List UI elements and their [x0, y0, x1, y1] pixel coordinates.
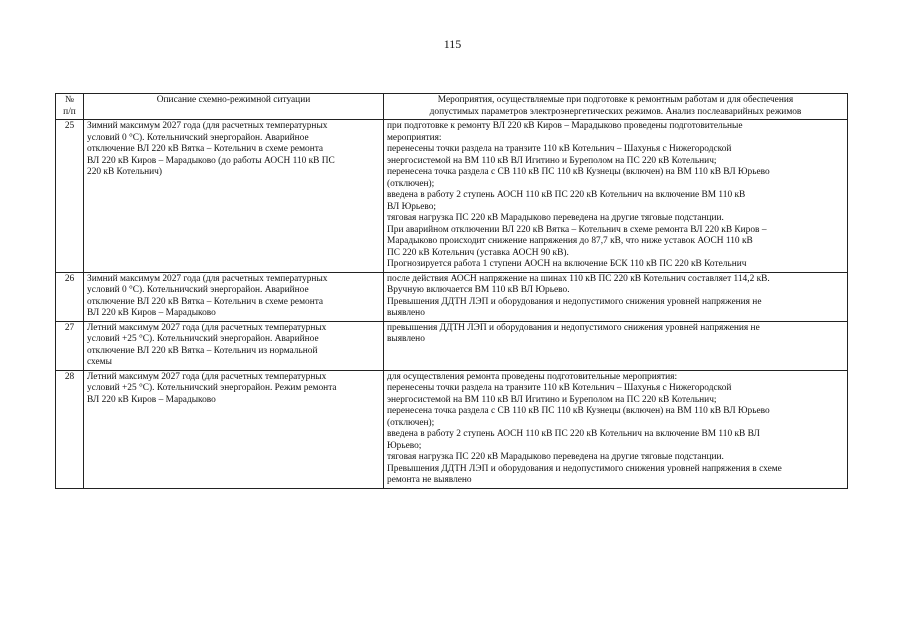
situation-description-line: отключение ВЛ 220 кВ Вятка – Котельнич из нормальной — [87, 345, 318, 356]
measures-cell-line: ремонта не выявлено — [387, 475, 472, 485]
situation-description-line: Зимний максимум 2027 года (для расчетных температурных — [87, 273, 328, 284]
measures-cell-line: Юрьево; — [387, 440, 422, 451]
situation-description-line: отключение ВЛ 220 кВ Вятка – Котельнич в схеме ремонта — [87, 296, 324, 307]
table-header-row — [56, 94, 848, 120]
measures-cell-line: введена в работу 2 ступень АОСН 110 кВ ПС 220 кВ Котельнич на включение ВМ 110 кВ ВЛ — [387, 429, 760, 439]
row-number: 26 — [56, 272, 84, 321]
situation-description-line: отключение ВЛ 220 кВ Вятка – Котельнич в схеме ремонта — [87, 144, 324, 154]
table-row — [56, 120, 848, 273]
header-num: № п/п — [56, 94, 84, 120]
row-number: 28 — [56, 370, 84, 488]
measures-cell-line: мероприятия: — [387, 132, 442, 143]
measures-cell-line: при подготовке к ремонту ВЛ 220 кВ Киров – Марадыково проведены подготовительные — [387, 121, 743, 131]
measures-cell-line: Превышения ДДТН ЛЭП и оборудования и недопустимого снижения уровней напряжения в схеме — [387, 463, 782, 474]
measures-cell-line: При аварийном отключении ВЛ 220 кВ Вятка – Котельнич в схеме ремонта ВЛ 220 кВ Киров – — [387, 224, 767, 235]
measures-cell-line: выявлено — [387, 308, 425, 318]
measures-cell-line: для осуществления ремонта проведены подготовительные мероприятия: — [387, 371, 678, 382]
measures-cell-line: тяговая нагрузка ПС 220 кВ Марадыково переведена на другие тяговые подстанции. — [387, 452, 724, 462]
situation-description-line: ВЛ 220 кВ Киров – Марадыково (до работы АОСН 110 кВ ПС — [87, 155, 335, 166]
situations-table — [55, 93, 848, 489]
table-row — [56, 370, 848, 488]
measures-cell-line: энергосистемой на ВМ 110 кВ ВЛ Игитино и Буреполом на ПС 220 кВ Котельнич; — [387, 155, 717, 166]
measures-cell-line: выявлено — [387, 334, 425, 344]
measures-cell — [384, 321, 848, 370]
situation-description — [84, 321, 384, 370]
measures-cell-line: Вручную включается ВМ 110 кВ ВЛ Юрьево. — [387, 285, 570, 295]
situation-description-line: схемы — [87, 357, 112, 367]
measures-cell-line: тяговая нагрузка ПС 220 кВ Марадыково переведена на другие тяговые подстанции. — [387, 213, 724, 223]
measures-cell-line: перенесена точка раздела с СВ 110 кВ ПС 110 кВ Кузнецы (включен) на ВМ 110 кВ ВЛ Юрьево — [387, 406, 770, 416]
situation-description-line: условий +25 °С). Котельничский энергорайон. Аварийное — [87, 334, 319, 344]
measures-cell-line: Превышения ДДТН ЛЭП и оборудования и недопустимого снижения уровней напряжения не — [387, 296, 762, 307]
situation-description — [84, 120, 384, 273]
measures-cell-line: Прогнозируется работа 1 ступени АОСН на включение БСК 110 кВ ПС 220 кВ Котельнич — [387, 259, 747, 269]
row-number: 27 — [56, 321, 84, 370]
table-row — [56, 272, 848, 321]
situation-description-line: условий +25 °С). Котельничский энергорайон. Режим ремонта — [87, 383, 337, 393]
measures-cell-line: введена в работу 2 ступень АОСН 110 кВ ПС 220 кВ Котельнич на включение ВМ 110 кВ — [387, 190, 746, 200]
measures-cell — [384, 120, 848, 273]
header-description: Описание схемно-режимной ситуации — [84, 94, 384, 120]
situation-description-line: ВЛ 220 кВ Киров – Марадыково — [87, 308, 216, 318]
row-number: 25 — [56, 120, 84, 273]
measures-cell-line: Марадыково происходит снижение напряжения до 87,7 кВ, что ниже уставок АОСН 110 кВ — [387, 236, 753, 246]
situation-description-line: 220 кВ Котельнич) — [87, 167, 162, 177]
situation-description-line: Зимний максимум 2027 года (для расчетных температурных — [87, 121, 328, 131]
page-number: 115 — [443, 37, 462, 51]
situation-description-line: Летний максимум 2027 года (для расчетных температурных — [87, 322, 327, 333]
measures-cell-line: ПС 220 кВ Котельнич (уставка АОСН 90 кВ). — [387, 247, 569, 258]
table-row — [56, 321, 848, 370]
measures-cell-line: ВЛ Юрьево; — [387, 201, 437, 212]
measures-cell-line: (отключен); — [387, 417, 435, 428]
measures-cell — [384, 272, 848, 321]
measures-cell-line: энергосистемой на ВМ 110 кВ ВЛ Игитино и Буреполом на ПС 220 кВ Котельнич; — [387, 394, 717, 405]
situation-description — [84, 370, 384, 488]
measures-cell-line: (отключен); — [387, 178, 435, 189]
situation-description-line: условий 0 °С). Котельничский энергорайон. Аварийное — [87, 285, 309, 295]
measures-cell-line: после действия АОСН напряжение на шинах 110 кВ ПС 220 кВ Котельнич составляет 114,2 кВ. — [387, 273, 770, 284]
situation-description-line: ВЛ 220 кВ Киров – Марадыково — [87, 394, 216, 405]
header-measures: Мероприятия, осуществляемые при подготовке к ремонтным работам и для обеспечения допустимых параметров электроэнергетических режимов. Анализ послеаварийных режимов — [384, 94, 848, 120]
measures-cell — [384, 370, 848, 488]
measures-cell-line: перенесены точки раздела на транзите 110 кВ Котельнич – Шахунья с Нижегородской — [387, 383, 732, 393]
measures-cell-line: перенесены точки раздела на транзите 110 кВ Котельнич – Шахунья с Нижегородской — [387, 144, 732, 154]
situation-description — [84, 272, 384, 321]
measures-cell-line: превышения ДДТН ЛЭП и оборудования и недопустимого снижения уровней напряжения не — [387, 322, 760, 333]
measures-cell-line: перенесена точка раздела с СВ 110 кВ ПС 110 кВ Кузнецы (включен) на ВМ 110 кВ ВЛ Юрьево — [387, 167, 770, 177]
situation-description-line: Летний максимум 2027 года (для расчетных температурных — [87, 371, 327, 382]
situation-description-line: условий 0 °С). Котельничский энергорайон. Аварийное — [87, 132, 309, 143]
